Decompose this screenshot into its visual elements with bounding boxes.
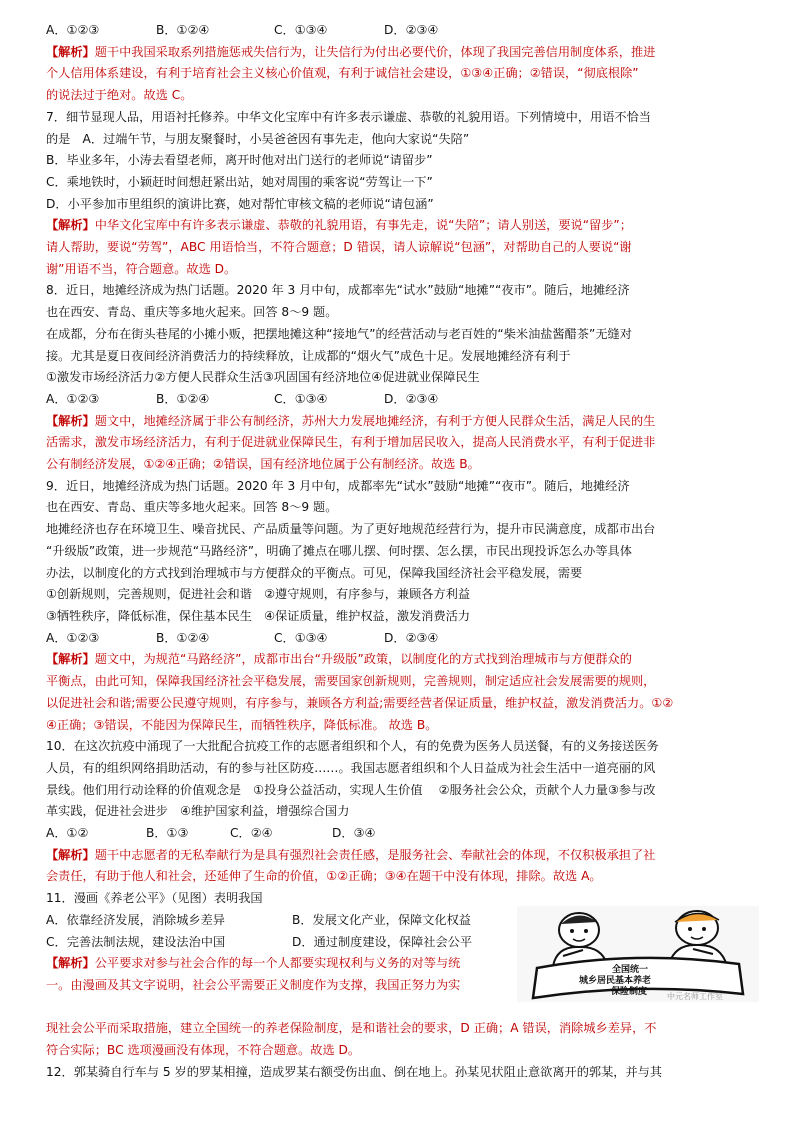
q10-analysis-line: 【解析】题干中志愿者的无私奉献行为是具有强烈社会责任感，是服务社会、奉献社会的体现，不仅积极承担了社 bbox=[46, 847, 656, 862]
q9-stem: 也在西安、青岛、重庆等多地火起来。回答 8～9 题。 bbox=[46, 500, 338, 515]
q7-stem: 7．细节显现人品，用语衬托修养。中华文化宝库中有许多表示谦虚、恭敬的礼貌用语。下列情境中，用语不恰当 bbox=[46, 109, 651, 124]
q6-analysis-line: 的说法过于绝对。故选 C。 bbox=[46, 88, 193, 103]
q9-analysis-line: 以促进社会和谐;需要公民遵守规则，有序参与，兼顾各方利益;需要经营者保证质量，维护权益，激发消费活力。①② bbox=[46, 695, 674, 710]
cartoon-banner-line2: 城乡居民基本养老 bbox=[579, 976, 652, 986]
q11-option-c: C．完善法制法规，建设法治中国 bbox=[46, 934, 226, 949]
q11-analysis-line: 【解析】公平要求对参与社会合作的每一个人都要实现权利与义务的对等与统 bbox=[46, 956, 461, 971]
analysis-tag: 【解析】 bbox=[46, 652, 95, 667]
q7-option-b: B．毕业多年，小涛去看望老师，离开时他对出门送行的老师说“请留步” bbox=[46, 153, 433, 168]
q11-options-row bbox=[46, 932, 514, 954]
q10-stem: 景线。他们用行动诠释的价值观念是 ①投身公益活动，实现人生价值 ②服务社会公众，贡献个人力量③参与改 bbox=[46, 782, 656, 797]
q11-option-b: B．发展文化产业，保障文化权益 bbox=[292, 912, 471, 927]
q8-material: 接。尤其是夏日夜间经济消费活力的持续释放，让成都的“烟火气”成色十足。发展地摊经济有利于 bbox=[46, 348, 571, 363]
q6-option-a: A．①②③ bbox=[46, 23, 100, 37]
q9-statements: ③牺牲秩序，降低标准，保住基本民生 ④保证质量，维护权益，激发消费活力 bbox=[46, 608, 471, 623]
q8-option-a: A．①②③ bbox=[46, 391, 100, 406]
q10-option-b: B．①③ bbox=[146, 826, 189, 841]
q9-option-a: A．①②③ bbox=[46, 630, 100, 645]
analysis-tag: 【解析】 bbox=[46, 44, 95, 59]
q11-option-a: A．依靠经济发展，消除城乡差异 bbox=[46, 912, 225, 927]
q10-option-c: C．②④ bbox=[230, 826, 273, 841]
q8-material: 在成都，分布在街头巷尾的小摊小贩，把摆地摊这种“接地气”的经营活动与老百姓的“柴米油盐酱醋茶”无缝对 bbox=[46, 326, 632, 341]
q9-option-d: D．②③④ bbox=[384, 630, 439, 645]
q8-analysis-line: 活需求，激发市场经济活力，有利于促进就业保障民生，有利于增加居民收入，提高人民消费水平，有利于促进非 bbox=[46, 435, 656, 450]
q9-option-b: B．①②④ bbox=[156, 630, 210, 645]
q8-options bbox=[46, 389, 758, 411]
q6-option-b: B．①②④ bbox=[156, 23, 210, 37]
q8-option-c: C．①③④ bbox=[274, 391, 328, 406]
q7-analysis-line: 请人帮助，要说“劳驾”，ABC 用语恰当，不符合题意；D 错误，请人谅解说“包涵”，对帮助自己的人要说“谢 bbox=[46, 240, 632, 255]
q11-analysis-line: 一。由漫画及其文字说明，社会公平需要正义制度作为支撑，我国正努力为实 bbox=[46, 977, 461, 992]
cartoon-banner-line1: 全国统一 bbox=[612, 965, 649, 975]
q10-stem: 人员，有的组织网络捐助活动，有的参与社区防疫……。我国志愿者组织和个人日益成为社会生活中一道亮丽的风 bbox=[46, 760, 656, 775]
q8-option-b: B．①②④ bbox=[156, 391, 210, 406]
q9-statements: ①创新规则，完善规则，促进社会和谐 ②遵守规则，有序参与，兼顾各方利益 bbox=[46, 587, 471, 602]
analysis-tag: 【解析】 bbox=[46, 218, 95, 233]
q9-analysis-line: ④正确；③错误，不能因为保障民生，而牺牲秩序，降低标准。 故选 B。 bbox=[46, 717, 438, 732]
q6-analysis-line: 【解析】题干中我国采取系列措施惩戒失信行为，让失信行为付出必要代价，体现了我国完善信用制度体系，推进 bbox=[46, 44, 656, 59]
analysis-tag: 【解析】 bbox=[46, 956, 95, 971]
q9-stem: 9．近日，地摊经济成为热门话题。2020 年 3 月中旬，成都率先“试水”鼓励“地摊”“夜市”。随后，地摊经济 bbox=[46, 478, 630, 493]
q6-analysis-line: 个人信用体系建设，有利于培育社会主义核心价值观，有利于诚信社会建设，①③④正确；②错误，“彻底根除” bbox=[46, 66, 639, 81]
q11-options-row bbox=[46, 910, 514, 932]
q10-analysis-line: 会责任，有助于他人和社会，还延伸了生命的价值，①②正确；③④在题干中没有体现，排除。故选 A。 bbox=[46, 869, 602, 884]
q9-material: “升级版”政策，进一步规范“马路经济”，明确了摊点在哪儿摆、何时摆、怎么摆，市民出现投诉怎么办等具体 bbox=[46, 543, 632, 558]
q7-option-c: C．乘地铁时，小颖赶时间想赶紧出站，她对周围的乘客说“劳驾让一下” bbox=[46, 174, 433, 189]
q9-material: 地摊经济也存在环境卫生、噪音扰民、产品质量等问题。为了更好地规范经营行为，提升市民满意度，成都市出台 bbox=[46, 522, 656, 537]
q7-stem: 的是 A．过端午节，与朋友聚餐时，小吴爸爸因有事先走，他向大家说“失陪” bbox=[46, 131, 470, 146]
q8-stem: 也在西安、青岛、重庆等多地火起来。回答 8～9 题。 bbox=[46, 305, 338, 320]
q8-stem: 8．近日，地摊经济成为热门话题。2020 年 3 月中旬，成都率先“试水”鼓励“地摊”“夜市”。随后，地摊经济 bbox=[46, 283, 630, 298]
cartoon-illustration bbox=[517, 906, 759, 1002]
q11-cartoon bbox=[517, 906, 759, 1002]
q10-stem: 革实践，促进社会进步 ④维护国家利益，增强综合国力 bbox=[46, 804, 350, 819]
analysis-tag: 【解析】 bbox=[46, 413, 95, 428]
q10-stem: 10．在这次抗疫中涌现了一大批配合抗疫工作的志愿者组织和个人，有的免费为医务人员送餐，有的义务接送医务 bbox=[46, 739, 659, 754]
q9-analysis-line: 平衡点，由此可知，保障我国经济社会平稳发展，需要国家创新规则，完善规则，制定适应社会发展需要的规则， bbox=[46, 674, 656, 689]
q9-analysis-line: 【解析】题文中，为规范“马路经济”，成都市出台“升级版”政策，以制度化的方式找到治理城市与方便群众的 bbox=[46, 652, 632, 667]
q10-options bbox=[46, 823, 758, 845]
q9-options bbox=[46, 628, 758, 650]
q6-option-c: C．①③④ bbox=[274, 23, 328, 37]
q8-analysis-line: 公有制经济发展，①②④正确；②错误，国有经济地位属于公有制经济。故选 B。 bbox=[46, 457, 480, 472]
q12-stem: 12．郭某骑自行车与 5 岁的罗某相撞，造成罗某右额受伤出血、倒在地上。孙某见状阻止意欲离开的郭某，并与其 bbox=[46, 1064, 663, 1079]
q11-analysis-line: 符合实际；BC 选项漫画没有体现，不符合题意。故选 D。 bbox=[46, 1043, 361, 1058]
q6-option-d: D．②③④ bbox=[384, 23, 439, 37]
q11-analysis-line: 现社会公平而采取措施，建立全国统一的养老保险制度，是和谐社会的要求，D 正确；A 错误，消除城乡差异，不 bbox=[46, 1021, 657, 1036]
q10-option-a: A．①② bbox=[46, 826, 89, 841]
q7-analysis-line: 【解析】中华文化宝库中有许多表示谦虚、恭敬的礼貌用语，有事先走，说“失陪”；请人别送，要说“留步”； bbox=[46, 218, 632, 233]
q9-option-c: C．①③④ bbox=[274, 630, 328, 645]
q11-option-d: D．通过制度建设，保障社会公平 bbox=[292, 934, 473, 949]
cartoon-watermark: 中元名师工作室 bbox=[667, 992, 723, 1001]
q8-statements: ①激发市场经济活力②方便人民群众生活③巩固国有经济地位④促进就业保障民生 bbox=[46, 370, 480, 385]
q8-option-d: D．②③④ bbox=[384, 391, 439, 406]
q8-analysis-line: 【解析】题文中，地摊经济属于非公有制经济，苏州大力发展地摊经济，有利于方便人民群众生活，满足人民的生 bbox=[46, 413, 656, 428]
cartoon-banner-line3: 保险制度 bbox=[611, 987, 648, 997]
analysis-tag: 【解析】 bbox=[46, 847, 95, 862]
q7-analysis-line: 谢”用语不当，符合题意。故选 D。 bbox=[46, 261, 237, 276]
q7-option-d: D．小平参加市里组织的演讲比赛，她对帮忙审核文稿的老师说“请包涵” bbox=[46, 196, 434, 211]
q6-options bbox=[46, 20, 758, 42]
q10-option-d: D．③④ bbox=[332, 826, 376, 841]
q11-stem: 11．漫画《养老公平》（见图）表明我国 bbox=[46, 891, 263, 906]
q9-material: 办法，以制度化的方式找到治理城市与方便群众的平衡点。可见，保障我国经济社会平稳发展，需要 bbox=[46, 565, 583, 580]
